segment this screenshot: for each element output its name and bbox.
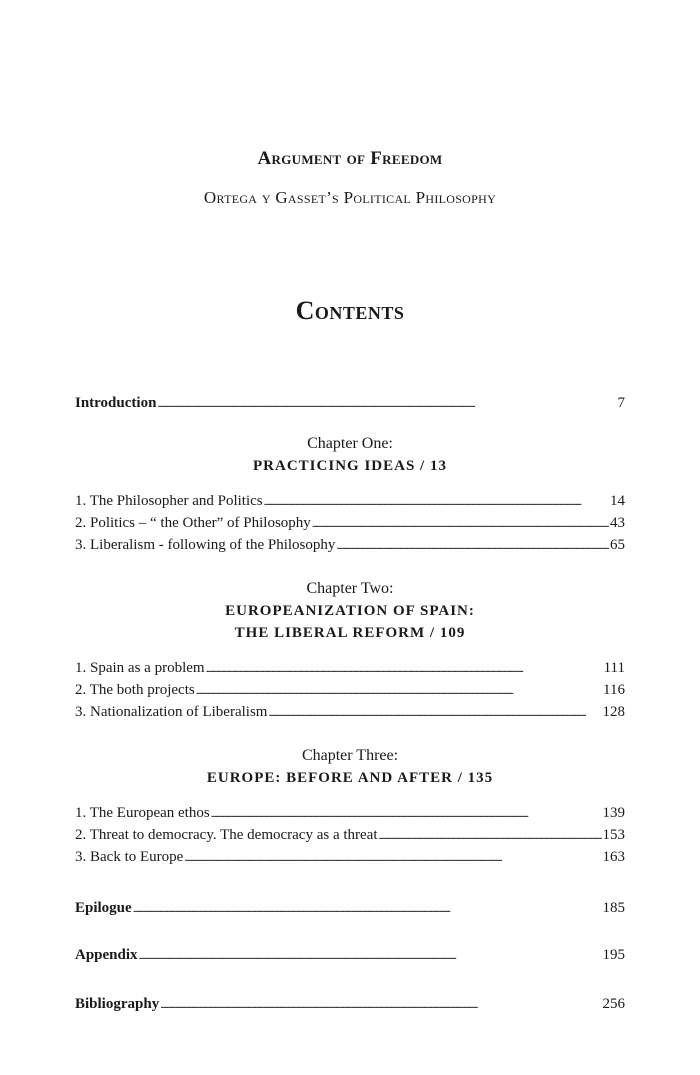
chapter-name: EUROPEANIZATION OF SPAIN:: [225, 603, 475, 619]
chapter-three-sections: [75, 802, 625, 868]
chapter-label: Chapter Two:: [306, 580, 394, 597]
toc-entry-page: 43: [610, 515, 625, 531]
toc-entry-title: 2. Politics – “ the Other” of Philosophy: [75, 515, 311, 531]
toc-entry-page: 163: [602, 849, 625, 865]
toc-entry-title: 1. Spain as a problem: [75, 660, 205, 676]
chapter-two-heading: [0, 578, 700, 644]
dot-leader: [211, 802, 602, 825]
chapter-name: PRACTICING IDEAS / 13: [253, 458, 447, 474]
toc-entry-title: 3. Back to Europe: [75, 849, 184, 865]
toc-entry: [75, 679, 625, 701]
chapter-one-heading: [0, 433, 700, 477]
toc-entry-page: 111: [603, 660, 625, 676]
toc-entry-title: Introduction: [75, 395, 157, 411]
toc-entry-page: 139: [602, 805, 625, 821]
toc-entry-page: 7: [617, 395, 625, 411]
dot-leader: [206, 657, 603, 680]
toc-entry-page: 195: [602, 947, 625, 963]
chapter-one-sections: [75, 490, 625, 556]
dot-leader: [264, 490, 609, 513]
dot-leader: [336, 534, 609, 557]
dot-leader: [160, 993, 601, 1016]
toc-entry: [75, 392, 625, 414]
toc-entry: [75, 944, 625, 966]
contents-heading: Contents: [295, 296, 405, 325]
dot-leader: [196, 679, 602, 702]
dot-leader: [133, 897, 602, 920]
dot-leader: [139, 944, 602, 967]
toc-entry-page: 256: [602, 996, 625, 1012]
toc-appendix: [75, 944, 625, 966]
toc-entry-title: Appendix: [75, 947, 138, 963]
book-subtitle: Ortega y Gasset’s Political Philosophy: [203, 188, 497, 207]
toc-entry-title: 2. Threat to democracy. The democracy as a threat: [75, 827, 378, 843]
dot-leader: [184, 846, 601, 869]
toc-entry-page: 153: [602, 827, 625, 843]
toc-entry: [75, 993, 625, 1015]
dot-leader: [268, 701, 601, 724]
toc-introduction: [75, 392, 625, 414]
dot-leader: [312, 512, 609, 535]
toc-entry: [75, 897, 625, 919]
toc-entry: [75, 802, 625, 824]
toc-entry-page: 128: [602, 704, 625, 720]
toc-epilogue: [75, 897, 625, 919]
toc-entry-page: 65: [610, 537, 625, 553]
toc-entry-page: 185: [602, 900, 625, 916]
book-title: Argument of Freedom: [257, 148, 443, 169]
toc-entry: [75, 657, 625, 679]
toc-entry: [75, 824, 625, 846]
toc-entry-page: 116: [603, 682, 625, 698]
chapter-three-heading: [0, 745, 700, 789]
toc-entry-title: 1. The Philosopher and Politics: [75, 493, 263, 509]
toc-entry-title: 1. The European ethos: [75, 805, 210, 821]
dot-leader: [157, 392, 616, 415]
toc-entry: [75, 490, 625, 512]
dot-leader: [379, 824, 602, 847]
toc-entry-title: Bibliography: [75, 996, 160, 1012]
chapter-label: Chapter One:: [307, 435, 393, 452]
toc-entry-title: 2. The both projects: [75, 682, 195, 698]
toc-entry-title: 3. Liberalism - following of the Philosophy: [75, 537, 336, 553]
toc-bibliography: [75, 993, 625, 1015]
toc-entry-title: 3. Nationalization of Liberalism: [75, 704, 268, 720]
toc-entry: [75, 846, 625, 868]
toc-entry: [75, 534, 625, 556]
toc-entry-page: 14: [610, 493, 625, 509]
chapter-name: THE LIBERAL REFORM / 109: [234, 625, 466, 641]
chapter-name: EUROPE: BEFORE AND AFTER / 135: [206, 770, 494, 786]
toc-entry: [75, 701, 625, 723]
chapter-label: Chapter Three:: [301, 747, 399, 764]
toc-entry-title: Epilogue: [75, 900, 132, 916]
toc-entry: [75, 512, 625, 534]
chapter-two-sections: [75, 657, 625, 723]
